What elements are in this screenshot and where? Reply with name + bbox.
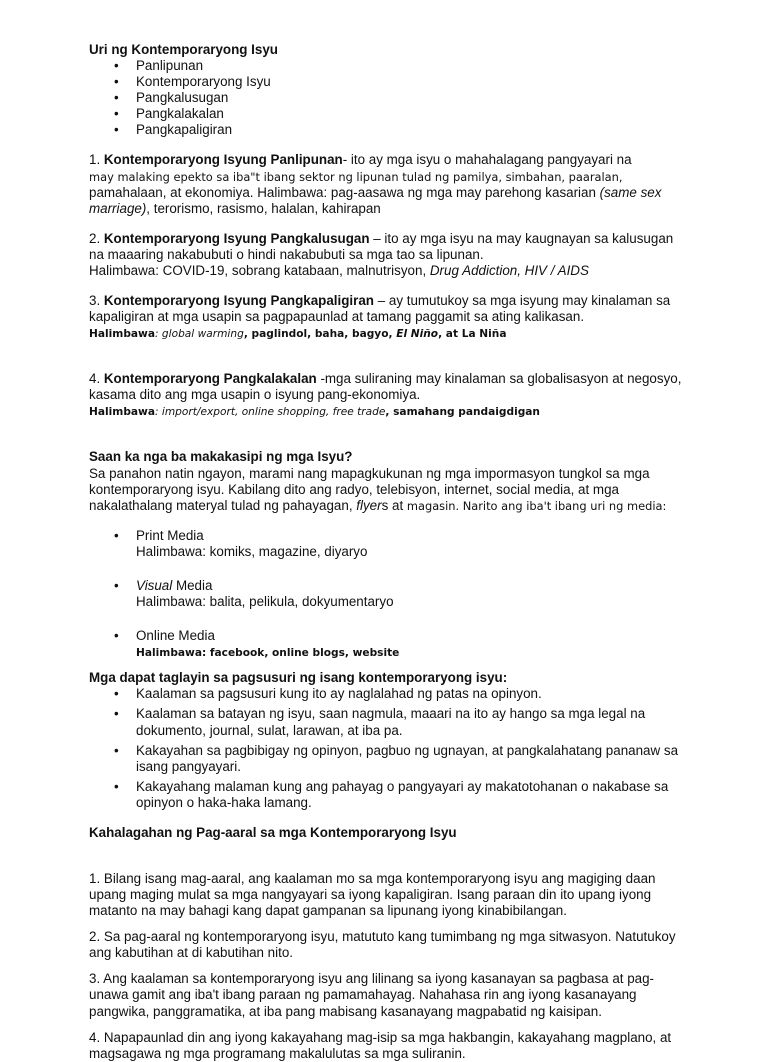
importance-item-1: 1. Bilang isang mag-aaral, ang kaalaman mo sa mga kontemporaryong isyu ang magiging daan upang maging mulat sa mga nangyayari sa iyong kapaligiran. Isang paraan din ito upang iyong matanto na may bahagi kang dapat gampanan sa lipunang iyong kinabibilangan. (89, 870, 656, 919)
section-title-uri: Uri ng Kontemporaryong Isyu (89, 42, 278, 57)
media-label: Online Media (136, 628, 215, 644)
type-paragraph-1 (89, 152, 689, 216)
type-italic: Drug Addiction, HIV / AIDS (429, 262, 589, 278)
type-paragraph-2 (89, 231, 689, 279)
type-number: 1. (89, 152, 104, 168)
example-italic: El Niño (396, 328, 439, 341)
importance-item-3: 3. Ang kaalaman sa kontemporaryong isyu ang lilinang sa iyong kasanayan sa pagbasa at pag-unawa gamit ang iba't ibang paraan ng pamamahayag. Nahahasa rin ang iyong kasanayang pangwika, panggramatika, at iba pang mabisang kasanayang magpabatid ng kaisipan. (89, 971, 655, 1019)
media-example: Halimbawa: balita, pelikula, dokyumentaryo (136, 594, 394, 610)
media-item-print (89, 528, 689, 560)
type-italic: (same sex marriage) (89, 184, 662, 216)
type-text: pamahalaan, at ekonomiya. Halimbawa: pag-aasawa ng mga may parehong kasarian (89, 184, 600, 200)
sources-intro-text: magasin. Narito ang iba't ibang uri ng media: (406, 498, 667, 513)
example-text: , paglindol, baha, bagyo, (243, 328, 397, 341)
list-item: • Kakayahang malaman kung ang pahayag o pangyayari ay makatotohanan o nakabase sa opinyon o haka-haka lamang. (89, 779, 689, 811)
list-item: • Pangkalusugan (89, 90, 689, 106)
media-list (89, 528, 689, 660)
type-text: – ay tumutukoy sa mga isyung may kinalaman sa kapaligiran at mga usapin sa pagpapaunlad at tamang paggamit sa ating kalikasan. (89, 293, 671, 325)
media-item-visual (89, 578, 689, 610)
importance-item-2: 2. Sa pag-aaral ng kontemporaryong isyu, matututo kang tumimbang ng mga sitwasyon. Natutukoy ang kabutihan at di kabutihan nito. (89, 929, 676, 961)
type-title: Kontemporaryong Isyung Panlipunan (103, 152, 343, 168)
type-title: Kontemporaryong Pangkalakalan (103, 371, 317, 387)
section-title-sources: Saan ka nga ba makakasipi ng mga Isyu? (89, 449, 353, 465)
list-item: • Kaalaman sa pagsusuri kung ito ay naglalahad ng patas na opinyon. (89, 686, 689, 702)
section-title-analysis: Mga dapat taglayin sa pagsusuri ng isang kontemporaryong isyu: (89, 670, 508, 686)
document-page (89, 42, 689, 1062)
example-label: Halimbawa (89, 328, 155, 341)
sources-intro-italic: flyer (356, 497, 382, 513)
sources-intro-text: s at (381, 497, 407, 513)
media-example: Halimbawa: komiks, magazine, diyaryo (136, 543, 368, 559)
type-text: Halimbawa: COVID-19, sobrang katabaan, malnutrisyon, (89, 262, 430, 278)
type-number: 4. (89, 371, 104, 387)
type-number: 3. (89, 293, 104, 309)
media-label-italic: Visual (136, 577, 173, 593)
list-item: • Pangkapaligiran (89, 122, 689, 138)
type-text: , terorismo, rasismo, halalan, kahirapan (146, 200, 381, 216)
example-label: Halimbawa (89, 406, 155, 419)
example-text: , at La Niña (438, 328, 507, 341)
list-item: • Pangkalakalan (89, 106, 689, 122)
media-example: Halimbawa: facebook, online blogs, website (136, 647, 400, 660)
media-label: Print Media (136, 527, 204, 543)
uri-list (89, 58, 689, 138)
section-title-importance: Kahalagahan ng Pag-aaral sa mga Kontemporaryong Isyu (89, 824, 457, 840)
type-paragraph-3 (89, 293, 689, 341)
type-paragraph-4 (89, 371, 689, 419)
type-text: may malaking epekto sa iba"t ibang sektor ng lipunan tulad ng pamilya, simbahan, paaralan, (89, 169, 623, 184)
sources-intro (89, 466, 689, 514)
list-item: • Kaalaman sa batayan ng isyu, saan nagmula, maaari na ito ay hango sa mga legal na dokumento, journal, sulat, larawan, at iba pa. (89, 706, 689, 738)
type-text: - ito ay mga isyu o mahahalagang pangyayari na (342, 152, 632, 168)
type-title: Kontemporaryong Isyung Pangkapaligiran (103, 293, 374, 309)
type-title: Kontemporaryong Isyung Pangkalusugan (103, 230, 370, 246)
importance-item-4: 4. Napapaunlad din ang iyong kakayahang mag-isip sa mga hakbangin, kakayahang magplano, at magsagawa ng mga programang makalulutas sa mga suliranin. (89, 1029, 672, 1061)
example-italic: : global warming (154, 328, 244, 341)
type-text: – ito ay mga isyu na may kaugnayan sa kalusugan na maaaring nakabubuti o hindi nakabubuti sa mga tao sa lipunan. (89, 230, 674, 262)
list-item: • Kakayahan sa pagbibigay ng opinyon, pagbuo ng ugnayan, at pangkalahatang pananaw sa isang pangyayari. (89, 743, 689, 775)
type-number: 2. (89, 230, 104, 246)
type-text: -mga suliraning may kinalaman sa globalisasyon at negosyo, kasama dito ang mga usapin o isyung pang-ekonomiya. (89, 371, 682, 403)
sources-intro-text: Sa panahon natin ngayon, marami nang mapagkukunan ng mga impormasyon tungkol sa mga kontemporaryong isyu. Kabilang dito ang radyo, telebisyon, internet, social media, at mga nakalathalang materyal tulad ng pahayagan, (89, 465, 650, 513)
list-item: • Kontemporaryong Isyu (89, 74, 689, 90)
example-text: , samahang pandaigdigan (385, 406, 540, 419)
example-italic: : import/export, online shopping, free trade (154, 406, 386, 419)
media-item-online (89, 628, 689, 660)
list-item: • Panlipunan (89, 58, 689, 74)
media-label: Media (172, 577, 213, 593)
analysis-list (89, 686, 689, 811)
